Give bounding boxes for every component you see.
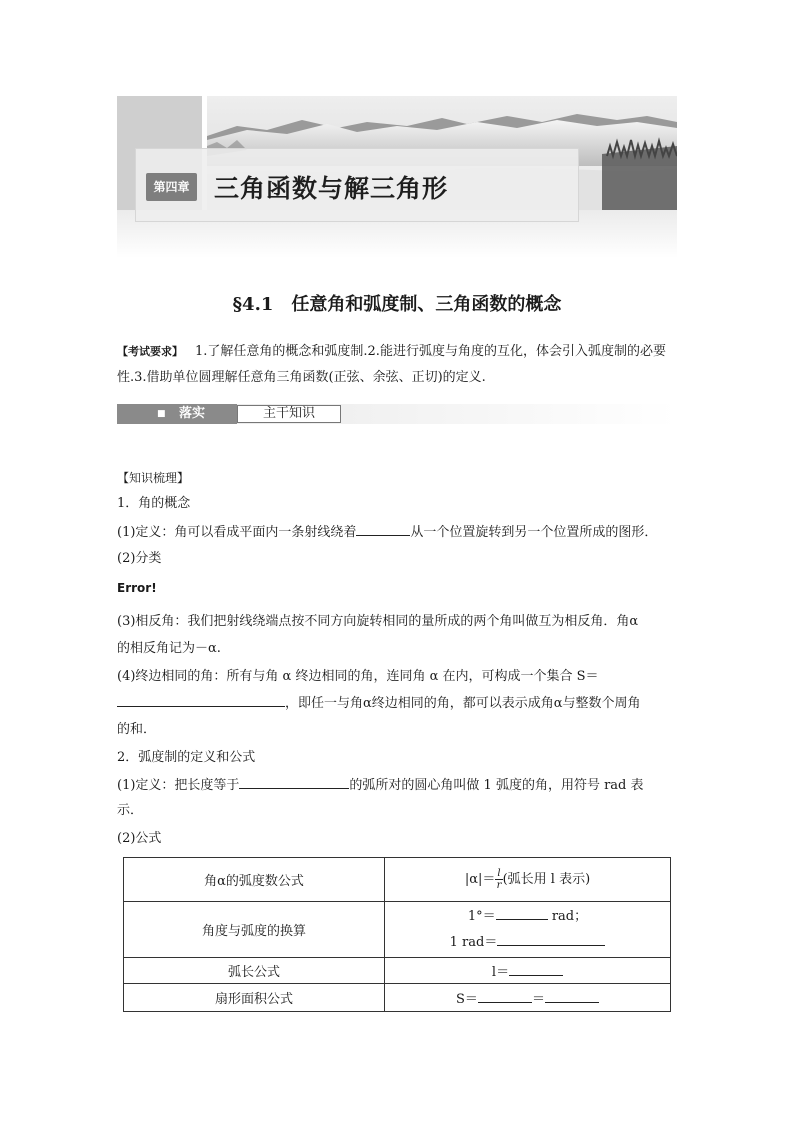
table-row <box>124 858 671 902</box>
section-bar <box>117 404 677 424</box>
chapter-title: 三角函数与解三角形 <box>214 174 449 203</box>
answer-blank <box>545 989 599 1003</box>
bullet-icon: ■ <box>157 409 166 419</box>
terminal-angle-line2-text: ，即任一与角α终边相同的角，都可以表示成角α与整数个周角 <box>285 696 641 711</box>
formula-table <box>123 857 671 1012</box>
chapter-badge: 第四章 <box>146 173 197 201</box>
section-title <box>0 290 794 316</box>
definition-before: (1)定义：角可以看成平面内一条射线绕着 <box>117 525 357 540</box>
answer-blank <box>496 906 548 920</box>
table-value-cell <box>385 858 671 902</box>
table-label-cell: 角度与弧度的换算 <box>124 902 385 958</box>
table-value-cell: S＝ ＝ <box>385 984 671 1012</box>
table-row <box>124 984 671 1012</box>
formula-title: (2)公式 <box>117 831 162 846</box>
table-value-cell: l＝ <box>385 958 671 984</box>
chapter-banner <box>117 96 677 258</box>
exam-requirements <box>117 339 677 391</box>
answer-blank <box>239 775 349 789</box>
item1-title: 1．角的概念 <box>117 496 191 511</box>
terminal-angle-line1: (4)终边相同的角：所有与角 α 终边相同的角，连同角 α 在内，可构成一个集合 S＝ <box>117 669 599 684</box>
classification-title: (2)分类 <box>117 551 162 566</box>
opposite-angle-line1: (3)相反角：我们把射线绕端点按不同方向旋转相同的量所成的两个角叫做互为相反角．角α <box>117 614 639 629</box>
table-row <box>124 958 671 984</box>
section-bar-dark <box>117 404 237 424</box>
section-number: §4.1 <box>232 294 274 315</box>
definition-after: 从一个位置旋转到另一个位置所成的图形． <box>410 525 658 540</box>
answer-blank <box>478 989 532 1003</box>
degree-conversion: 1°＝ rad； <box>385 904 670 930</box>
exam-text: 1.了解任意角的概念和弧度制.2.能进行弧度与角度的互化，体会引入弧度制的必要性.3.借助单位圆理解任意角三角函数(正弦、余弦、正切)的定义. <box>117 344 666 385</box>
answer-blank <box>356 522 410 536</box>
item2-title: 2．弧度制的定义和公式 <box>117 750 256 765</box>
radian-conversion: 1 rad＝ <box>385 930 670 956</box>
terminal-angle-line2 <box>117 693 641 714</box>
exam-tag: 【考试要求】 <box>117 345 183 358</box>
table-label-cell: 角α的弧度数公式 <box>124 858 385 902</box>
fraction <box>495 868 502 891</box>
section-bar-light-label: 主干知识 <box>237 405 341 423</box>
answer-blank <box>117 693 285 707</box>
radian-def-after: 的弧所对的圆心角叫做 1 弧度的角，用符号 rad 表 <box>349 778 644 793</box>
table-value-cell <box>385 902 671 958</box>
fraction-denominator: r <box>496 880 502 891</box>
definition-line <box>117 522 657 543</box>
chapter-title-box <box>135 148 579 222</box>
arc-length-note: (弧长用 l 表示) <box>502 872 591 887</box>
radian-definition-line2: 示． <box>117 803 144 818</box>
knowledge-header: 【知识梳理】 <box>117 471 190 485</box>
abs-alpha: |α|＝ <box>464 872 496 887</box>
fraction-numerator: l <box>497 868 501 879</box>
terminal-angle-line3: 的和． <box>117 722 157 737</box>
answer-blank <box>497 932 605 946</box>
table-label-cell: 扇形面积公式 <box>124 984 385 1012</box>
section-bar-dark-label: 落实 <box>179 406 206 421</box>
radian-def-before: (1)定义：把长度等于 <box>117 778 240 793</box>
answer-blank <box>509 962 563 976</box>
radian-definition-line1 <box>117 775 644 796</box>
section-heading: 任意角和弧度制、三角函数的概念 <box>291 294 562 315</box>
table-label-cell: 弧长公式 <box>124 958 385 984</box>
opposite-angle-line2: 的相反角记为－α. <box>117 641 221 656</box>
table-row <box>124 902 671 958</box>
error-text: Error! <box>117 581 157 595</box>
